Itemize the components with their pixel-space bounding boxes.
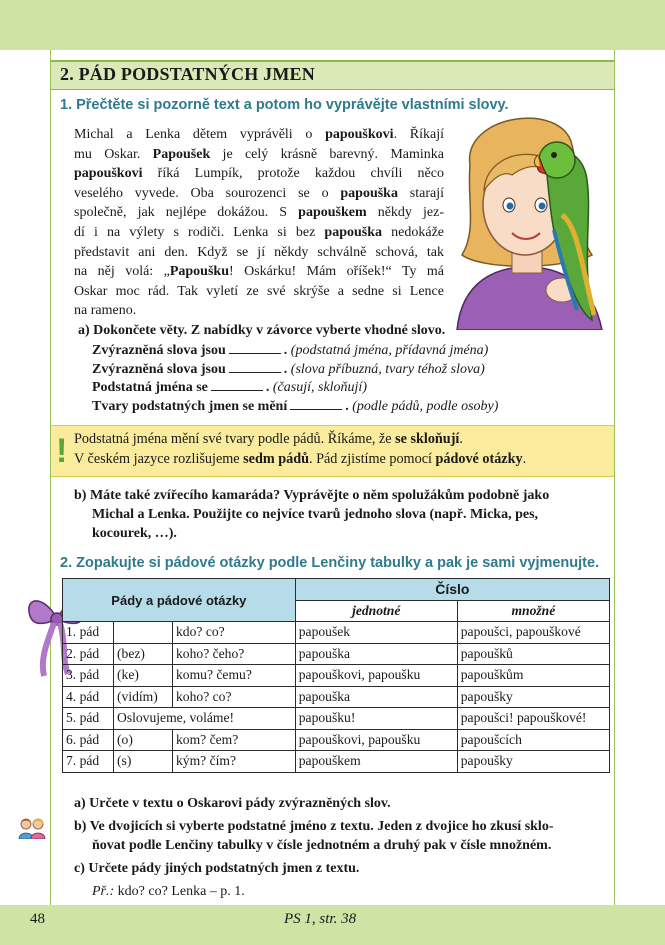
task-2c: c) Určete pády jiných podstatných jmen z textu. — [74, 861, 360, 876]
task-2b-line-1: b) Ve dvojicích si vyberte podstatné jméno z textu. Jeden z dvojice ho zkusí sklo- — [74, 819, 554, 834]
task-1a-item-3: Podstatná jména se . (časují, skloňují) — [92, 380, 367, 395]
table-header-number: Číslo — [295, 579, 609, 601]
task-1a-instruction: a) Dokončete věty. Z nabídky v závorce vyberte vhodné slovo. — [78, 323, 446, 338]
left-margin-rule — [50, 50, 51, 905]
task-1b-line-3: kocourek, …). — [92, 526, 177, 541]
highlighted-word: Papoušku — [169, 264, 229, 280]
preposition-cell: (o) — [114, 729, 173, 751]
story-line: na rameno. — [74, 303, 137, 319]
highlighted-word: papouškovi — [74, 166, 143, 182]
plural-cell: papoušky — [457, 751, 609, 773]
plural-cell: papoušci! papouškové! — [457, 708, 609, 730]
exclamation-icon: ! — [56, 432, 68, 470]
preposition-cell: (s) — [114, 751, 173, 773]
workbook-reference: PS 1, str. 38 — [284, 911, 357, 927]
story-line: na něj volá: „Papoušku! Oskárku! Mám oříšek!“ Ty má — [74, 264, 445, 280]
question-cell: kým? čím? — [173, 751, 296, 773]
case-cell: 6. pád — [63, 729, 114, 751]
plural-cell: papouškům — [457, 665, 609, 687]
task-2c-example: Př.: kdo? co? Lenka – p. 1. — [92, 884, 245, 899]
question-cell: koho? čeho? — [173, 643, 296, 665]
singular-cell: papouškem — [295, 751, 457, 773]
plural-cell: papoušci, papouškové — [457, 622, 609, 644]
task-1a-item-1: Zvýrazněná slova jsou . (podstatná jména, přídavná jména) — [92, 343, 489, 358]
girl-with-parrot-illustration — [442, 105, 612, 330]
highlighted-word: papouškem — [298, 205, 367, 221]
note-line-1: Podstatná jména mění své tvary podle pádů. Říkáme, že se skloňují. — [74, 431, 463, 447]
table-row — [63, 622, 610, 644]
plural-cell: papoušků — [457, 643, 609, 665]
task-1a-item-2: Zvýrazněná slova jsou . (slova příbuzná, tvary téhož slova) — [92, 362, 485, 377]
exercise-1-heading: 1. Přečtěte si pozorně text a potom ho vyprávějte vlastními slovy. — [60, 97, 509, 113]
preposition-cell — [114, 622, 173, 644]
task-1b-line-2: Michal a Lenka. Použijte co nejvíce tvarů jednoho slova (např. Micka, pes, — [92, 507, 539, 522]
section-title: 2. PÁD PODSTATNÝCH JMEN — [60, 64, 315, 84]
highlighted-word: Papoušek — [152, 146, 211, 162]
story-line: Michal a Lenka dětem vyprávěli o papouškovi. Říkají — [74, 127, 444, 142]
story-line: představit ani den. Když se jí někdy schválně schová, tak — [74, 244, 444, 260]
preposition-cell: (bez) — [114, 643, 173, 665]
task-1b-line-1: b) Máte také zvířecího kamaráda? Vyprávějte o něm spolužákům podobně jako — [74, 488, 550, 503]
plural-cell: papoušcích — [457, 729, 609, 751]
case-cell: 3. pád — [63, 665, 114, 687]
task-2a: a) Určete v textu o Oskarovi pády zvýrazněných slov. — [74, 796, 391, 811]
highlighted-word: papouška — [340, 185, 398, 201]
question-cell: koho? co? — [173, 686, 296, 708]
question-cell: kom? čem? — [173, 729, 296, 751]
plural-cell: papoušky — [457, 686, 609, 708]
singular-cell: papoušek — [295, 622, 457, 644]
highlighted-word: papouškovi — [325, 127, 394, 142]
singular-cell: papouška — [295, 686, 457, 708]
story-line: papouškovi říká Lumpík, protože každou chvíli něco — [74, 166, 444, 182]
table-row — [63, 686, 610, 708]
singular-cell: papouškovi, papoušku — [295, 665, 457, 687]
exercise-2-heading: 2. Zopakujte si pádové otázky podle Lenčiny tabulky a pak je sami vyjmenujte. — [60, 555, 600, 571]
story-line: veselého vyvede. Oba sourozenci se o papouška starají — [74, 185, 444, 201]
case-cell: 1. pád — [63, 622, 114, 644]
table-row — [63, 729, 610, 751]
task-2b-line-2: ňovat podle Lenčiny tabulky v čísle jednotném a druhý pak v čísle množném. — [92, 838, 552, 853]
singular-cell: papouškovi, papoušku — [295, 729, 457, 751]
question-cell: kdo? co? — [173, 622, 296, 644]
page-number: 48 — [30, 911, 45, 927]
table-row — [63, 643, 610, 665]
singular-cell: papoušku! — [295, 708, 457, 730]
note-line-2: V českém jazyce rozlišujeme sedm pádů. Pád zjistíme pomocí pádové otázky. — [74, 451, 527, 467]
story-line: společně, jak nejlépe dokážou. S papouškem někdy jez- — [74, 205, 444, 221]
case-cell: 5. pád — [63, 708, 114, 730]
preposition-cell: (ke) — [114, 665, 173, 687]
story-line: Oskar moc rád. Tak vyletí ze své skrýše a sedne si Lence — [74, 283, 444, 299]
pair-work-icon — [17, 817, 47, 839]
table-header-cases: Pády a pádové otázky — [63, 579, 296, 622]
singular-cell: papouška — [295, 643, 457, 665]
case-cell: 4. pád — [63, 686, 114, 708]
table-row — [63, 708, 610, 730]
question-cell: Oslovujeme, voláme! — [114, 708, 296, 730]
answer-blank[interactable] — [229, 371, 281, 373]
right-margin-rule — [614, 50, 615, 905]
story-paragraph — [74, 125, 444, 321]
story-line: dí i na výlety s rodiči. Lenka si bez papouška nedokáže — [74, 224, 444, 240]
case-cell: 2. pád — [63, 643, 114, 665]
top-band — [0, 0, 665, 50]
table-row — [63, 751, 610, 773]
task-1a-item-4: Tvary podstatných jmen se mění . (podle pádů, podle osoby) — [92, 399, 499, 414]
table-header-singular: jednotné — [295, 600, 457, 622]
case-table — [62, 578, 610, 773]
case-cell: 7. pád — [63, 751, 114, 773]
answer-blank[interactable] — [290, 408, 342, 410]
highlighted-word: papouška — [324, 224, 383, 240]
answer-blank[interactable] — [229, 352, 281, 354]
question-cell: komu? čemu? — [173, 665, 296, 687]
table-header-plural: množné — [457, 600, 609, 622]
preposition-cell: (vidím) — [114, 686, 173, 708]
answer-blank[interactable] — [211, 389, 263, 391]
table-row — [63, 665, 610, 687]
story-line: mu Oskar. Papoušek je celý krásně barevný. Maminka — [74, 146, 444, 162]
